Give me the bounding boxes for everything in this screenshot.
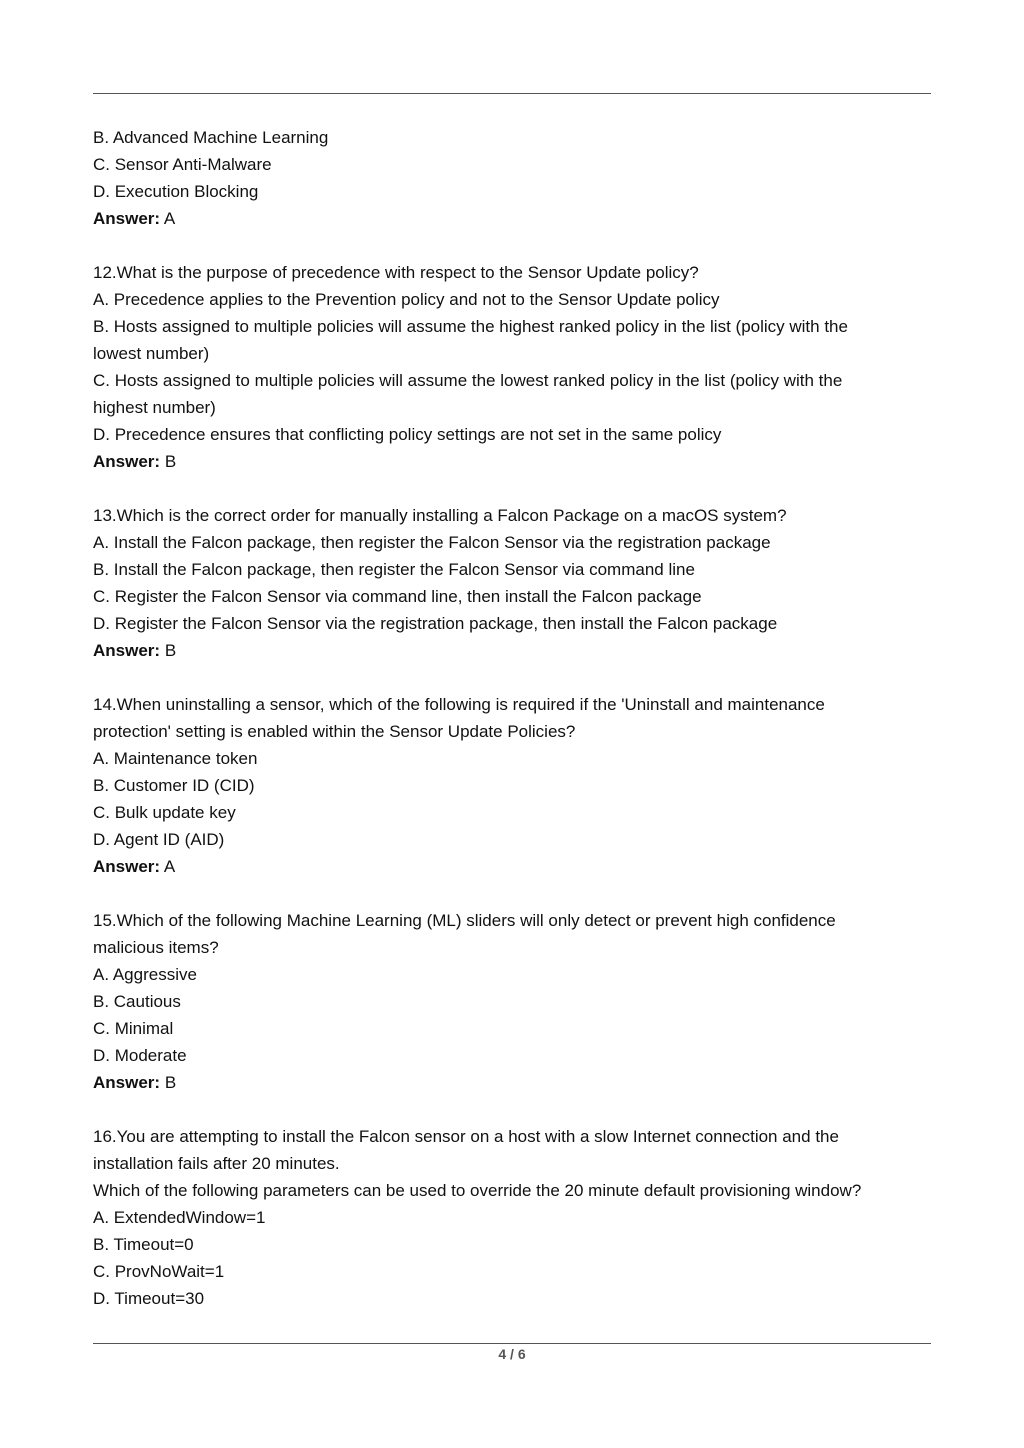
answer: [93, 205, 931, 232]
option: C. Bulk update key: [93, 803, 236, 822]
header-rule: [93, 93, 931, 94]
answer-label: Answer:: [93, 857, 161, 876]
question-text: protection' setting is enabled within the Sensor Update Policies?: [93, 722, 576, 741]
option: C. Hosts assigned to multiple policies will assume the lowest ranked policy in the list (policy with the: [93, 371, 843, 390]
answer: [93, 448, 931, 475]
answer-value: B: [164, 1073, 177, 1092]
option: C. Minimal: [93, 1019, 174, 1038]
option: highest number): [93, 398, 216, 417]
question-text: 16.You are attempting to install the Falcon sensor on a host with a slow Internet connection and the: [93, 1127, 839, 1146]
option: A. Maintenance token: [93, 749, 258, 768]
answer: [93, 853, 931, 880]
question-text: Which of the following parameters can be used to override the 20 minute default provisioning window?: [93, 1181, 862, 1200]
answer-label: Answer:: [93, 452, 161, 471]
question-text: 14.When uninstalling a sensor, which of the following is required if the 'Uninstall and maintenance: [93, 695, 825, 714]
option: lowest number): [93, 344, 210, 363]
answer-value: B: [164, 452, 177, 471]
option: B. Install the Falcon package, then register the Falcon Sensor via command line: [93, 560, 695, 579]
option: B. Timeout=0: [93, 1235, 194, 1254]
option: B. Cautious: [93, 992, 181, 1011]
question-text: 13.Which is the correct order for manually installing a Falcon Package on a macOS system?: [93, 506, 787, 525]
option: D. Timeout=30: [93, 1289, 205, 1308]
answer-label: Answer:: [93, 641, 161, 660]
option: C. Sensor Anti-Malware: [93, 155, 272, 174]
option: C. Register the Falcon Sensor via command line, then install the Falcon package: [93, 587, 702, 606]
option: D. Agent ID (AID): [93, 830, 225, 849]
option: D. Precedence ensures that conflicting policy settings are not set in the same policy: [93, 425, 722, 444]
answer-label: Answer:: [93, 1073, 161, 1092]
option: B. Hosts assigned to multiple policies will assume the highest ranked policy in the list (policy with the: [93, 317, 848, 336]
option: A. Install the Falcon package, then register the Falcon Sensor via the registration package: [93, 533, 771, 552]
option: D. Register the Falcon Sensor via the registration package, then install the Falcon package: [93, 614, 778, 633]
question-text: 15.Which of the following Machine Learning (ML) sliders will only detect or prevent high confidence: [93, 911, 836, 930]
option: D. Execution Blocking: [93, 182, 259, 201]
answer: [93, 1069, 931, 1096]
answer-label: Answer:: [93, 209, 161, 228]
answer-value: B: [164, 641, 177, 660]
page-content: [93, 124, 931, 1312]
option: A. ExtendedWindow=1: [93, 1208, 266, 1227]
page-number: 4 / 6: [498, 1346, 526, 1362]
answer: [93, 637, 931, 664]
question-text: installation fails after 20 minutes.: [93, 1154, 340, 1173]
option: B. Customer ID (CID): [93, 776, 255, 795]
answer-value: A: [163, 857, 176, 876]
footer-rule: [93, 1343, 931, 1344]
option: D. Moderate: [93, 1046, 187, 1065]
question-text: malicious items?: [93, 938, 219, 957]
answer-value: A: [163, 209, 176, 228]
option: B. Advanced Machine Learning: [93, 128, 329, 147]
question-text: 12.What is the purpose of precedence with respect to the Sensor Update policy?: [93, 263, 699, 282]
option: A. Aggressive: [93, 965, 197, 984]
option: A. Precedence applies to the Prevention policy and not to the Sensor Update policy: [93, 290, 720, 309]
option: C. ProvNoWait=1: [93, 1262, 225, 1281]
